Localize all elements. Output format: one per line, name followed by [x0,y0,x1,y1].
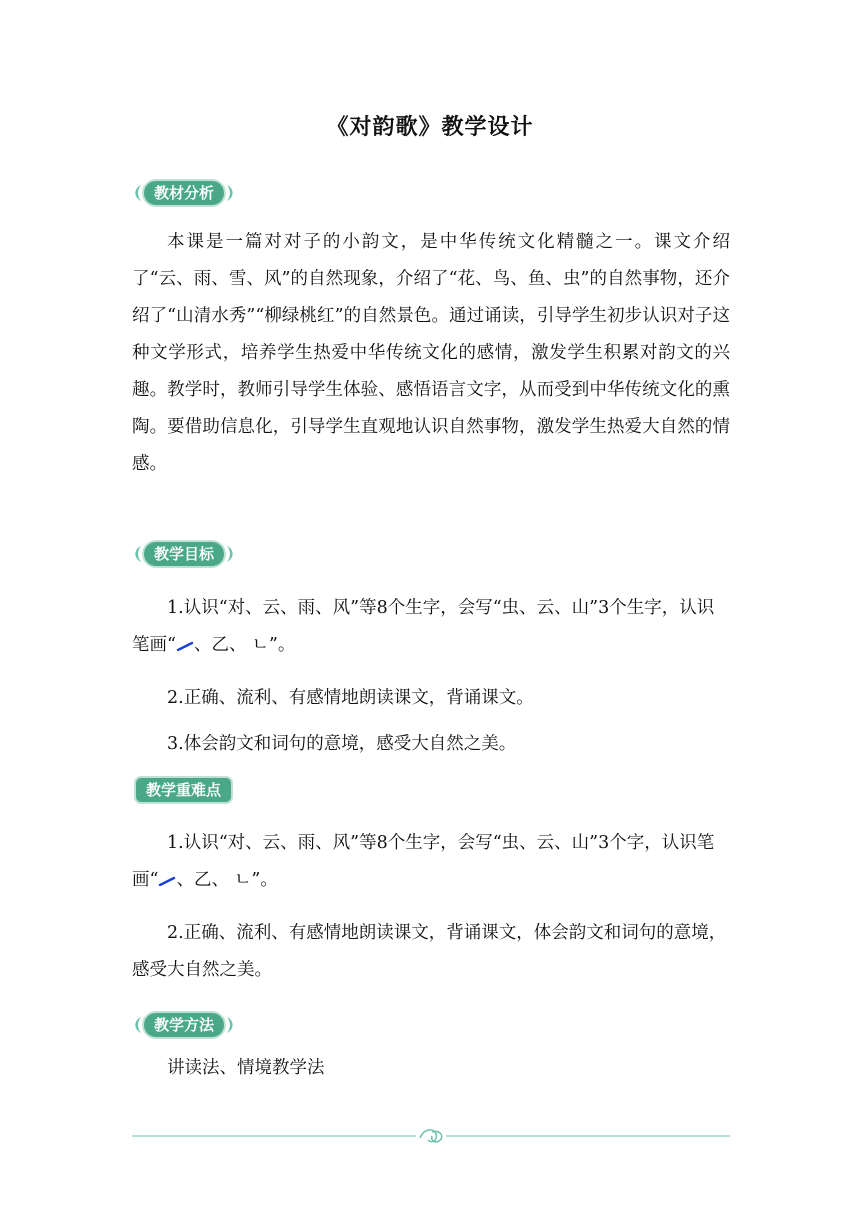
section-badge-methods [132,1010,236,1040]
goal-item-1-tail: 、乙、 ㄴ”。 [193,635,296,655]
section-badge-key-points [136,775,231,805]
key-point-item-1-tail: 、乙、 ㄴ”。 [176,870,278,890]
section-badge-label: 教学目标 [144,542,224,566]
section-badge-analysis [132,178,236,208]
stroke-ti-icon [158,876,176,886]
section-badge-label: 教材分析 [144,181,224,205]
stroke-ti-icon [176,641,194,651]
goal-item-3: 3.体会韵文和词句的意境，感受大自然之美。 [167,734,517,754]
flourish-divider-icon [132,1126,730,1146]
analysis-paragraph: 本课是一篇对对子的小韵文，是中华传统文化精髓之一。课文介绍了“云、雨、雪、风”的自然现象，介绍了“花、鸟、鱼、虫”的自然事物，还介绍了“山清水秀”“柳绿桃红”的自然景色。通过诵读，引导学生初步认识对子这种文学形式，培养学生热爱中华传统文化的感情，激发学生积累对韵文的兴趣。教学时，教师引导学生体验、感悟语言文字，从而受到中华传统文化的熏陶。要借助信息化，引导学生直观地认识自然事物，激发学生热爱大自然的情感。 [132,232,730,474]
section-badge-label: 教学方法 [144,1013,224,1037]
leaf-icon [226,544,236,564]
leaf-icon [132,544,142,564]
leaf-icon [226,1015,236,1035]
section-badge-label: 教学重难点 [136,778,231,802]
leaf-icon [132,1015,142,1035]
section-badge-goals [132,539,236,569]
key-point-item-1 [132,825,730,899]
document-title: 《对韵歌》教学设计 [326,115,534,140]
methods-text: 讲读法、情境教学法 [167,1058,325,1078]
goal-item-2: 2.正确、流利、有感情地朗读课文，背诵课文。 [167,688,534,708]
leaf-icon [132,183,142,203]
key-point-item-1-text: 1.认识“对、云、雨、风”等8个生字，会写“虫、云、山”3个字，认识笔画“ [132,833,715,890]
leaf-icon [226,183,236,203]
key-point-item-2: 2.正确、流利、有感情地朗读课文，背诵课文，体会韵文和词句的意境，感受大自然之美。 [132,923,727,980]
goal-item-1 [132,590,730,664]
goal-item-1-text: 1.认识“对、云、雨、风”等8个生字，会写“虫、云、山”3个生字，认识笔画“ [132,598,715,655]
